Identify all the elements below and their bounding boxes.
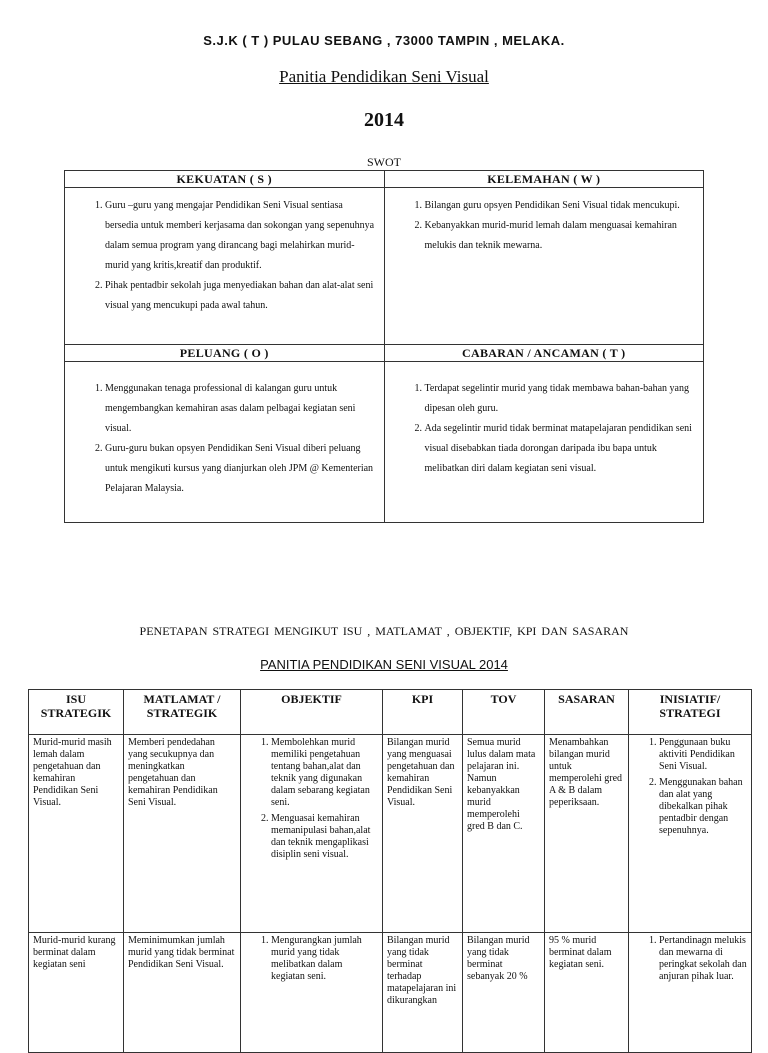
matlamat-cell: Memberi pendedahan yang secukupnya dan meningkatkan pengetahuan dan kemahiran Pendidikan Seni Visual. xyxy=(124,735,241,933)
swot-label: SWOT xyxy=(367,155,401,169)
list-item: 2. Pihak pentadbir sekolah juga menyediakan bahan dan alat-alat seni visual yang mencukupi pada awal tahun. xyxy=(105,276,378,316)
threats-cell xyxy=(384,362,704,523)
col-header-tov: TOV xyxy=(463,690,545,735)
table-row xyxy=(29,933,752,1053)
col-header-isu: ISU STRATEGIK xyxy=(29,690,124,735)
inisiatif-cell xyxy=(629,933,752,1053)
col-header-kpi: KPI xyxy=(383,690,463,735)
list-item: 1. Pertandinagn melukis dan mewarna di peringkat sekolah dan anjuran pihak luar. xyxy=(659,935,747,983)
strategy-subtitle: PANITIA PENDIDIKAN SENI VISUAL 2014 xyxy=(260,657,508,672)
tov-cell: Bilangan murid yang tidak berminat sebanyak 20 % xyxy=(463,933,545,1053)
list-item: 2. Menguasai kemahiran memanipulasi bahan,alat dan teknik mengaplikasi disiplin seni visual. xyxy=(271,813,378,861)
strengths-list xyxy=(65,188,384,316)
threats-list xyxy=(385,362,704,479)
weaknesses-header: KELEMAHAN ( W ) xyxy=(384,171,704,188)
sasaran-cell: 95 % murid berminat dalam kegiatan seni. xyxy=(545,933,629,1053)
list-item: 1. Mengurangkan jumlah murid yang tidak melibatkan dalam kegiatan seni. xyxy=(271,935,378,983)
objektif-cell xyxy=(241,735,383,933)
strategy-title: PENETAPAN STRATEGI MENGIKUT ISU , MATLAMAT , OBJEKTIF, KPI DAN SASARAN xyxy=(139,624,629,638)
isu-cell: Murid-murid kurang berminat dalam kegiatan seni xyxy=(29,933,124,1053)
strengths-cell xyxy=(65,188,385,345)
tov-cell: Semua murid lulus dalam mata pelajaran ini. Namun kebanyakkan murid memperolehi gred B dan C. xyxy=(463,735,545,933)
col-header-objektif: OBJEKTIF xyxy=(241,690,383,735)
panitia-title: Panitia Pendidikan Seni Visual xyxy=(279,67,489,86)
weaknesses-cell xyxy=(384,188,704,345)
matlamat-cell: Meminimumkan jumlah murid yang tidak berminat Pendidikan Seni Visual. xyxy=(124,933,241,1053)
col-header-inisiatif: INISIATIF/ STRATEGI xyxy=(629,690,752,735)
list-item: 1. Terdapat segelintir murid yang tidak membawa bahan-bahan yang dipesan oleh guru. xyxy=(425,379,698,419)
kpi-cell: Bilangan murid yang menguasai pengetahuan dan kemahiran Pendidikan Seni Visual. xyxy=(383,735,463,933)
sasaran-cell: Menambahkan bilangan murid untuk memperolehi gred A & B dalam peperiksaan. xyxy=(545,735,629,933)
list-item: 1. Bilangan guru opsyen Pendidikan Seni Visual tidak mencukupi. xyxy=(425,196,698,216)
list-item: 2. Ada segelintir murid tidak berminat matapelajaran pendidikan seni visual disebabkan tiada dorongan daripada ibu bapa untuk melibatkan diri dalam kegiatan seni visual. xyxy=(425,419,698,479)
weaknesses-list xyxy=(385,188,704,256)
strengths-header: KEKUATAN ( S ) xyxy=(65,171,385,188)
objektif-cell xyxy=(241,933,383,1053)
year-title: 2014 xyxy=(364,109,404,131)
list-item: 1. Guru –guru yang mengajar Pendidikan Seni Visual sentiasa bersedia untuk memberi kerjasama dan sokongan yang sepenuhnya dalam semua program yang dirancang bagi melahirkan murid-murid yang kritis,kreatif dan produktif. xyxy=(105,196,378,276)
opportunities-cell xyxy=(65,362,385,523)
strategy-table xyxy=(28,689,752,1053)
list-item: 1. Membolehkan murid memiliki pengetahuan tentang bahan,alat dan teknik yang digunakan dalam sebarang kegiatan seni. xyxy=(271,737,378,809)
list-item: 1. Menggunakan tenaga professional di kalangan guru untuk mengembangkan kemahiran asas dalam pelbagai kegiatan seni visual. xyxy=(105,379,378,439)
opportunities-list xyxy=(65,362,384,499)
list-item: 2. Guru-guru bukan opsyen Pendidikan Seni Visual diberi peluang untuk mengikuti kursus yang dianjurkan oleh JPM @ Kementerian Pelajaran Malaysia. xyxy=(105,439,378,499)
isu-cell: Murid-murid masih lemah dalam pengetahuan dan kemahiran Pendidikan Seni Visual. xyxy=(29,735,124,933)
swot-table xyxy=(64,170,704,523)
list-item: 2. Menggunakan bahan dan alat yang dibekalkan pihak pentadbir dengan sepenuhnya. xyxy=(659,777,747,837)
strategy-header-row xyxy=(29,690,752,735)
kpi-cell: Bilangan murid yang tidak berminat terhadap matapelajaran ini dikurangkan xyxy=(383,933,463,1053)
col-header-matlamat: MATLAMAT / STRATEGIK xyxy=(124,690,241,735)
inisiatif-cell xyxy=(629,735,752,933)
list-item: 1. Penggunaan buku aktiviti Pendidikan Seni Visual. xyxy=(659,737,747,773)
col-header-sasaran: SASARAN xyxy=(545,690,629,735)
school-name: S.J.K ( T ) PULAU SEBANG , 73000 TAMPIN , MELAKA. xyxy=(203,33,565,48)
opportunities-header: PELUANG ( O ) xyxy=(65,345,385,362)
table-row xyxy=(29,735,752,933)
list-item: 2. Kebanyakkan murid-murid lemah dalam menguasai kemahiran melukis dan teknik mewarna. xyxy=(425,216,698,256)
threats-header: CABARAN / ANCAMAN ( T ) xyxy=(384,345,704,362)
